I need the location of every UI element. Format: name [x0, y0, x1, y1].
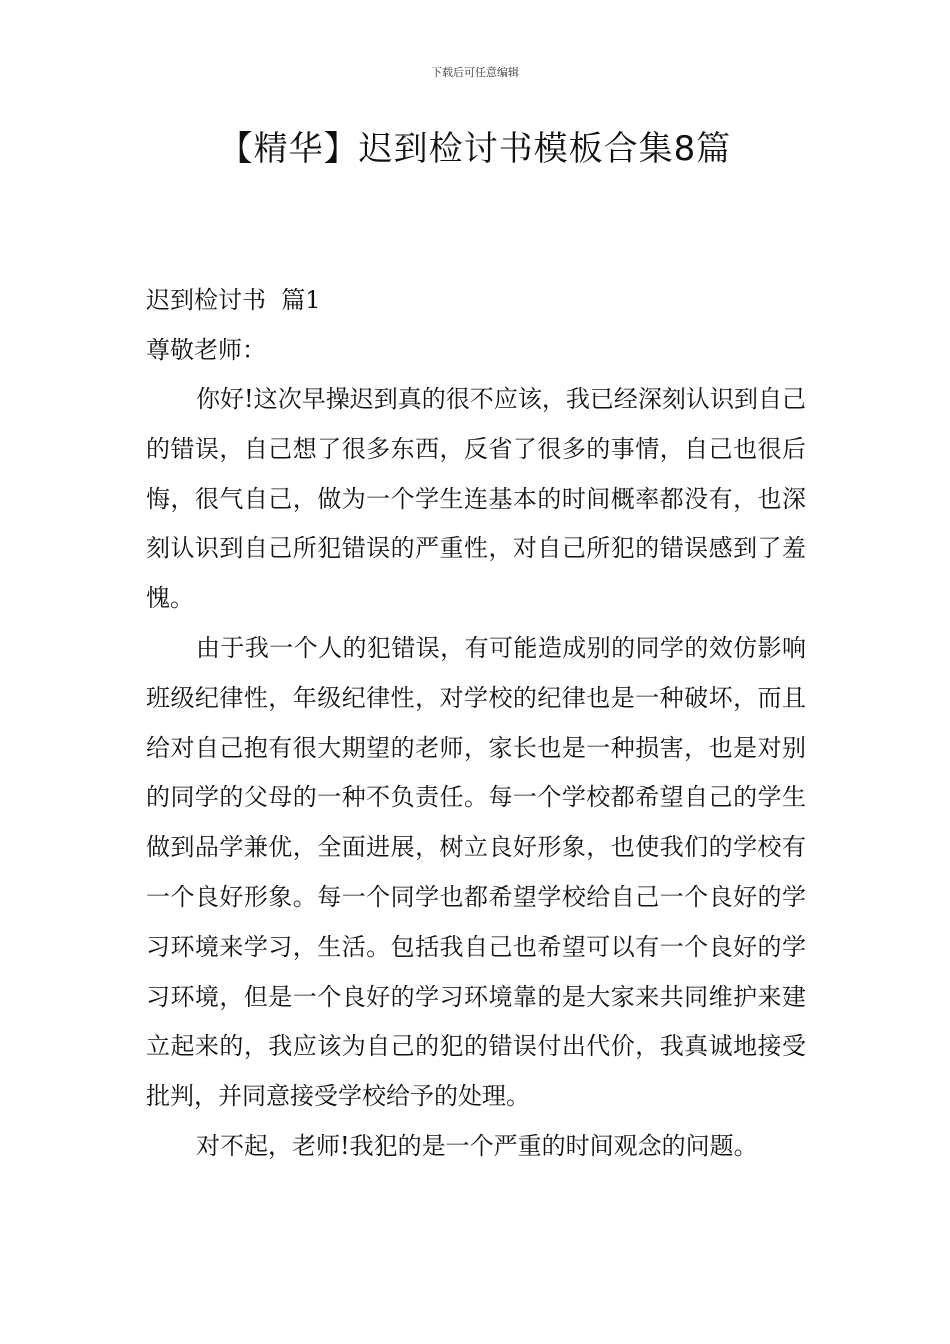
paragraph: 由于我一个人的犯错误，有可能造成别的同学的效仿影响班级纪律性，年级纪律性，对学校的纪律也是一种破坏，而且给对自己抱有很大期望的老师，家长也是一种损害，也是对别的同学的父母的一种不负责任。每一个学校都希望自己的学生做到品学兼优，全面进展，树立良好形象，也使我们的学校有一个良好形象。每一个同学也都希望学校给自己一个良好的学习环境来学习，生活。包括我自己也希望可以有一个良好的学习环境，但是一个良好的学习环境靠的是大家来共同维护来建立起来的，我应该为自己的犯的错误付出代价，我真诚地接受批判，并同意接受学校给予的处理。 — [146, 633, 806, 1111]
paragraph: 你好!这次早操迟到真的很不应该，我已经深刻认识到自己的错误，自己想了很多东西，反省了很多的事情，自己也很后悔，很气自己，做为一个学生连基本的时间概率都没有，也深刻认识到自己所犯错误的严重性，对自己所犯的错误感到了羞愧。 — [146, 385, 806, 613]
header-note: 下载后可任意编辑 — [431, 66, 519, 79]
paragraph: 对不起，老师!我犯的是一个严重的时间观念的问题。 — [196, 1131, 758, 1160]
section-heading: 迟到检讨书 篇1 — [146, 286, 321, 314]
salutation: 尊敬老师： — [146, 336, 266, 364]
body-text — [146, 375, 806, 1172]
document-title: 【精华】迟到检讨书模板合集8篇 — [218, 129, 732, 169]
